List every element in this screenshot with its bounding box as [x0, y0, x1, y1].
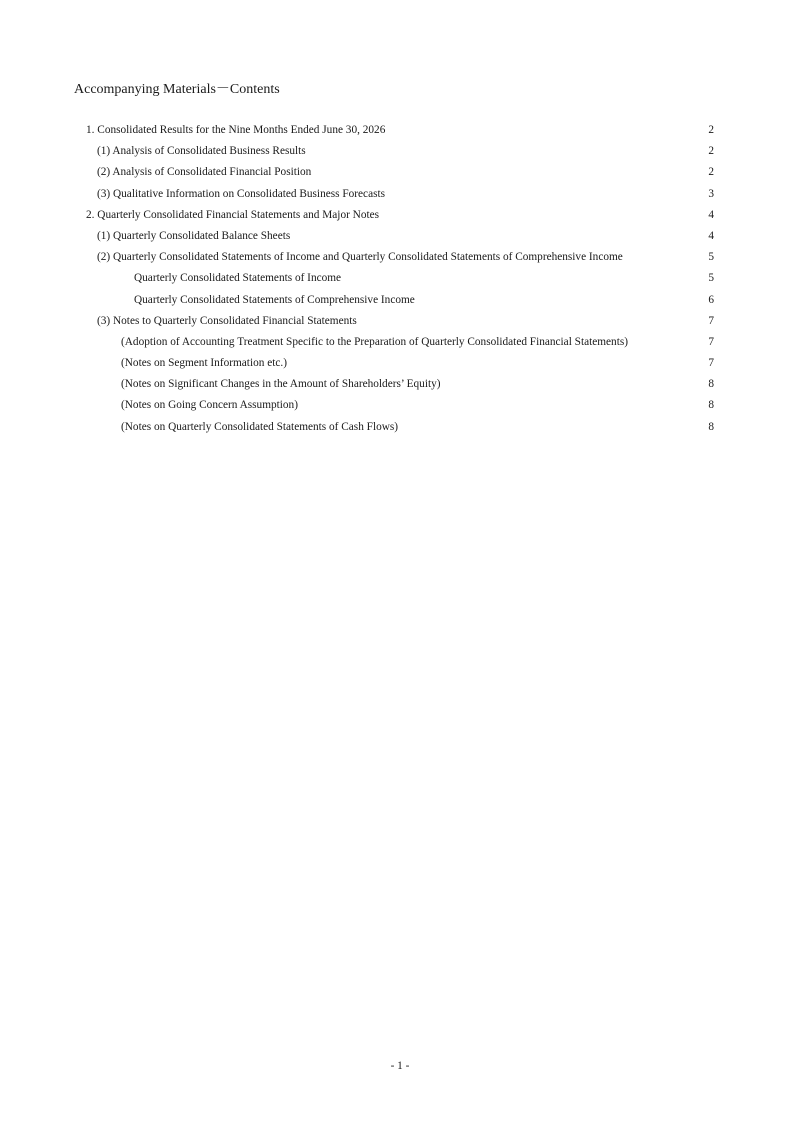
toc-entry: [0, 418, 800, 439]
toc-entry: [0, 312, 800, 333]
toc-entry-title: 1. Consolidated Results for the Nine Months Ended June 30, 2026: [86, 124, 386, 136]
toc-entry-page-number: 8: [708, 378, 714, 391]
toc-entry-title: 2. Quarterly Consolidated Financial Statements and Major Notes: [86, 208, 380, 221]
toc-entry: [0, 185, 800, 206]
toc-entry: [0, 163, 800, 184]
toc-entry-page-number: 7: [708, 314, 714, 327]
toc-entry-page-number: 5: [708, 251, 714, 264]
toc-entry-title: Quarterly Consolidated Statements of Comprehensive Income: [134, 293, 415, 306]
toc-entry-title: (3) Notes to Quarterly Consolidated Financial Statements: [97, 314, 357, 327]
toc-entry-title: (2) Quarterly Consolidated Statements of Income and Quarterly Consolidated Statements of Comprehensive Income: [97, 251, 623, 264]
toc-entry-title: (Adoption of Accounting Treatment Specific to the Preparation of Quarterly Consolidated Financial Statements): [121, 335, 628, 348]
toc-entry: [0, 375, 800, 396]
toc-entry-title: (1) Quarterly Consolidated Balance Sheets: [97, 229, 291, 242]
toc-entry-title: (Notes on Going Concern Assumption): [121, 399, 298, 412]
table-of-contents: [0, 121, 800, 439]
toc-entry-title: (3) Qualitative Information on Consolidated Business Forecasts: [97, 187, 386, 200]
toc-entry-page-number: 4: [708, 208, 714, 221]
toc-entry-title: (Notes on Segment Information etc.): [121, 357, 287, 370]
toc-entry: [0, 227, 800, 248]
toc-entry: [0, 269, 800, 290]
toc-entry-page-number: 4: [708, 229, 714, 242]
page-title: Accompanying Materials－Contents: [74, 82, 280, 97]
toc-entry: [0, 333, 800, 354]
toc-entry-title: Quarterly Consolidated Statements of Income: [134, 272, 342, 285]
toc-entry-title: (Notes on Significant Changes in the Amount of Shareholders’ Equity): [121, 378, 441, 391]
page-number-footer: - 1 -: [390, 1060, 410, 1072]
toc-entry: [0, 396, 800, 417]
toc-entry-page-number: 7: [708, 357, 714, 370]
toc-entry-title: (1) Analysis of Consolidated Business Results: [97, 145, 306, 158]
toc-entry: [0, 142, 800, 163]
toc-entry: [0, 291, 800, 312]
toc-entry: [0, 121, 800, 142]
toc-entry-page-number: 6: [708, 293, 714, 306]
toc-entry: [0, 248, 800, 269]
toc-entry-page-number: 8: [708, 399, 714, 412]
toc-entry: [0, 206, 800, 227]
toc-entry-page-number: 2: [708, 166, 714, 179]
toc-entry-title: (2) Analysis of Consolidated Financial Position: [97, 166, 312, 179]
toc-entry: [0, 354, 800, 375]
toc-entry-page-number: 7: [708, 335, 714, 348]
toc-entry-page-number: 2: [708, 145, 714, 158]
toc-entry-title: (Notes on Quarterly Consolidated Statements of Cash Flows): [121, 420, 399, 433]
toc-entry-page-number: 5: [708, 272, 714, 285]
toc-entry-page-number: 2: [708, 124, 714, 136]
toc-entry-page-number: 8: [708, 420, 714, 433]
toc-entry-page-number: 3: [708, 187, 714, 200]
